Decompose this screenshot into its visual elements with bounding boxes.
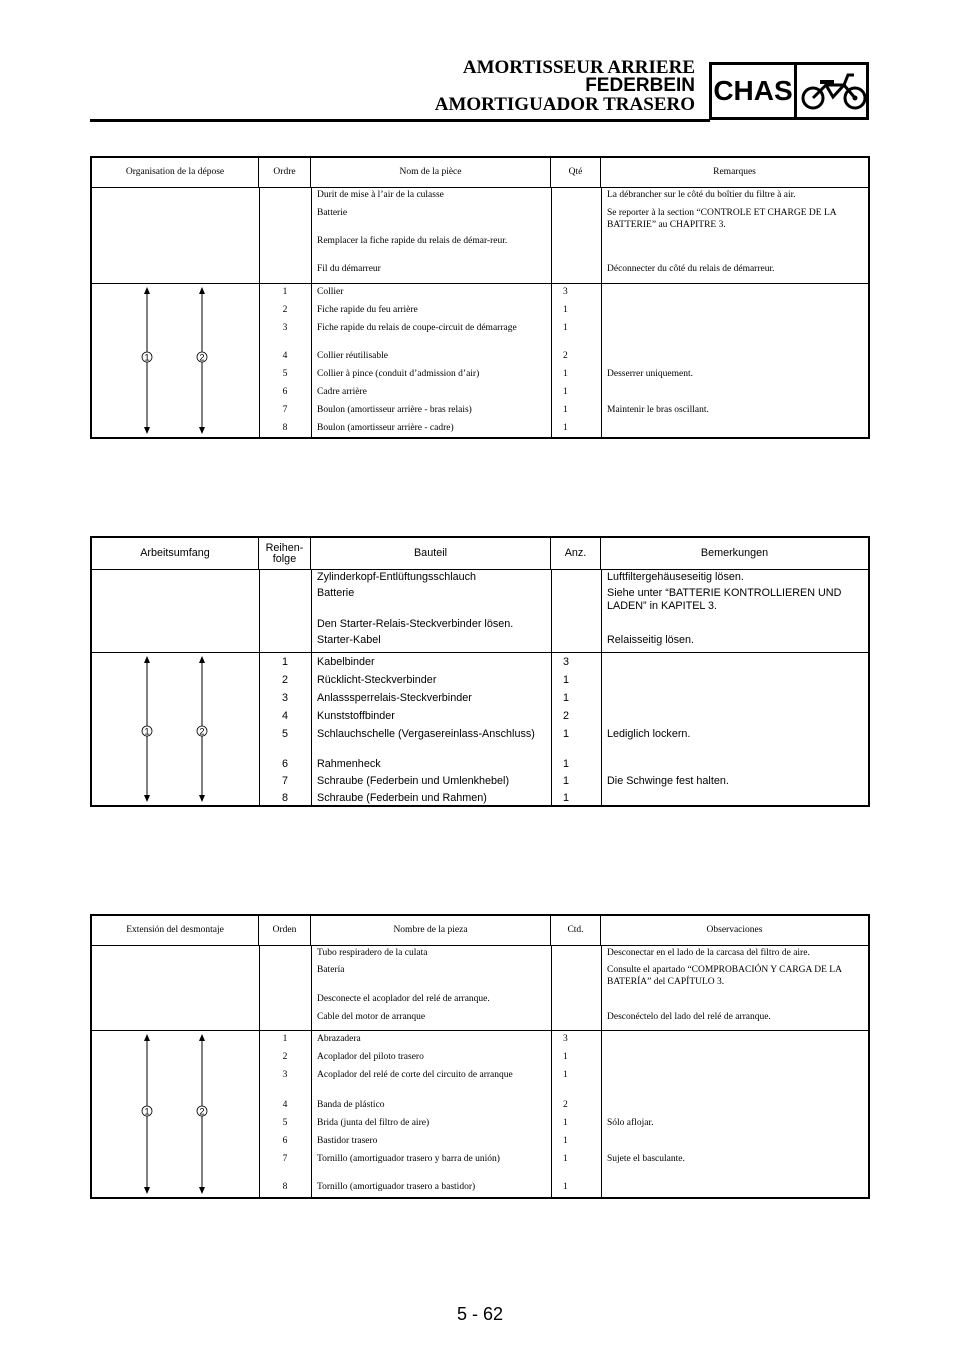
table-header (92, 538, 868, 570)
marker-1: 1 (144, 352, 150, 363)
page-number: 5 - 62 (456, 1304, 504, 1324)
table-row: Zylinderkopf-Entlüftungsschlauch Luftfiltergehäuseseitig lösen. (317, 571, 744, 583)
table-row: 1 Collier 3 (282, 287, 568, 297)
table-row: Fil du démarreur Déconnecter du côté du relais de démarreur. (317, 264, 775, 274)
header-cell: Reihen-folge (259, 538, 311, 569)
table-row: Batterie Siehe unter “BATTERIE KONTROLLIEREN UND LADEN” in KAPITEL 3. (317, 587, 842, 612)
marker-1: 1 (144, 726, 150, 737)
motorcycle-icon (800, 71, 868, 113)
marker-2: 2 (199, 352, 205, 363)
table-row: Remplacer la fiche rapide du relais de démar-reur. (317, 236, 508, 246)
header-cell: Ctd. (551, 916, 601, 945)
removal-table-french (90, 156, 870, 439)
header-rule (90, 119, 710, 122)
header-cell: Ordre (259, 158, 311, 187)
table-row: Starter-Kabel Relaisseitig lösen. (317, 634, 695, 646)
section-badge-label: CHAS (712, 65, 797, 117)
prep-group (92, 570, 868, 653)
table-row: 5 Brida (junta del filtro de aire) 1 Sólo aflojar. (282, 1118, 654, 1128)
table-row: 4 Collier réutilisable 2 (282, 351, 568, 361)
title-german: FEDERBEIN (585, 75, 695, 96)
marker-1: 1 (144, 1106, 150, 1117)
removal-group (92, 653, 868, 805)
table-row: Tubo respiradero de la culata Desconectar en el lado de la carcasa del filtro de aire. (317, 948, 810, 958)
header-cell: Organisation de la dépose (92, 158, 259, 187)
table-row: 3 Acoplador del relé de corte del circuito de arranque 1 (282, 1070, 568, 1080)
table-row: 8 Schraube (Federbein und Rahmen) 1 (281, 792, 570, 804)
table-row: 6 Bastidor trasero 1 (282, 1136, 568, 1146)
table-header (92, 916, 868, 946)
table-row: 2 Acoplador del piloto trasero 1 (282, 1052, 568, 1062)
header-cell: Qté (551, 158, 601, 187)
removal-table-spanish (90, 914, 870, 1199)
header-cell: Nom de la pièce (311, 158, 551, 187)
table-row: 3 Anlasssperrelais-Steckverbinder 1 (281, 692, 570, 704)
header-cell: Remarques (713, 166, 756, 177)
table-row: 4 Kunststoffbinder 2 (281, 710, 570, 722)
removal-table-german (90, 536, 870, 807)
prep-group (92, 188, 868, 284)
table-row: 8 Boulon (amortisseur arrière - cadre) 1 (282, 423, 568, 433)
table-row: 6 Cadre arrière 1 (282, 387, 568, 397)
table-row: Batería Consulte el apartado “COMPROBACIÓN Y CARGA DE LA BATERÍA” del CAPÍTULO 3. (317, 965, 842, 987)
table-row: 2 Fiche rapide du feu arrière 1 (282, 305, 568, 315)
title-french: AMORTISSEUR ARRIERE (462, 57, 695, 78)
table-row: 1 Abrazadera 3 (282, 1034, 568, 1044)
table-row: Cable del motor de arranque Desconéctelo del lado del relé de arranque. (317, 1012, 771, 1022)
header-cell: Observaciones (706, 924, 763, 935)
table-row: 2 Rücklicht-Steckverbinder 1 (281, 674, 570, 686)
header-cell: Bemerkungen (700, 547, 769, 560)
prep-group (92, 946, 868, 1031)
table-row: 5 Schlauchschelle (Vergasereinlass-Anschluss) 1 Lediglich lockern. (281, 728, 691, 740)
section-badge (709, 62, 869, 120)
table-row: 8 Tornillo (amortiguador trasero a bastidor) 1 (282, 1182, 568, 1192)
table-row: Desconecte el acoplador del relé de arranque. (317, 994, 490, 1004)
table-row: 1 Kabelbinder 3 (281, 656, 570, 668)
title-spanish: AMORTIGUADOR TRASERO (434, 94, 695, 115)
removal-group (92, 284, 868, 437)
table-row: 7 Tornillo (amortiguador trasero y barra de unión) 1 Sujete el basculante. (282, 1154, 685, 1164)
table-row: 6 Rahmenheck 1 (281, 758, 570, 770)
header-cell: Anz. (551, 538, 601, 569)
table-row: 4 Banda de plástico 2 (282, 1100, 568, 1110)
table-row: 3 Fiche rapide du relais de coupe-circuit de démarrage 1 (282, 323, 568, 333)
table-row: Den Starter-Relais-Steckverbinder lösen. (317, 618, 514, 630)
marker-2: 2 (199, 1106, 205, 1117)
table-row: 7 Schraube (Federbein und Umlenkhebel) 1 Die Schwinge fest halten. (281, 775, 729, 787)
header-cell: Bauteil (311, 538, 551, 569)
table-row: Batterie Se reporter à la section “CONTROLE ET CHARGE DE LA BATTERIE” au CHAPITRE 3. (317, 208, 837, 230)
header-cell: Extensión del desmontaje (92, 916, 259, 945)
removal-group (92, 1031, 868, 1197)
header-cell: Nombre de la pieza (311, 916, 551, 945)
header-cell: Orden (259, 916, 311, 945)
header-cell: Arbeitsumfang (92, 538, 259, 569)
table-header (92, 158, 868, 188)
table-row: 7 Boulon (amortisseur arrière - bras relais) 1 Maintenir le bras oscillant. (282, 405, 709, 415)
marker-2: 2 (199, 726, 205, 737)
table-row: Durit de mise à l’air de la culasse La débrancher sur le côté du boîtier du filtre à air. (317, 190, 796, 200)
table-row: 5 Collier à pince (conduit d’admission d’air) 1 Desserrer uniquement. (282, 369, 693, 379)
